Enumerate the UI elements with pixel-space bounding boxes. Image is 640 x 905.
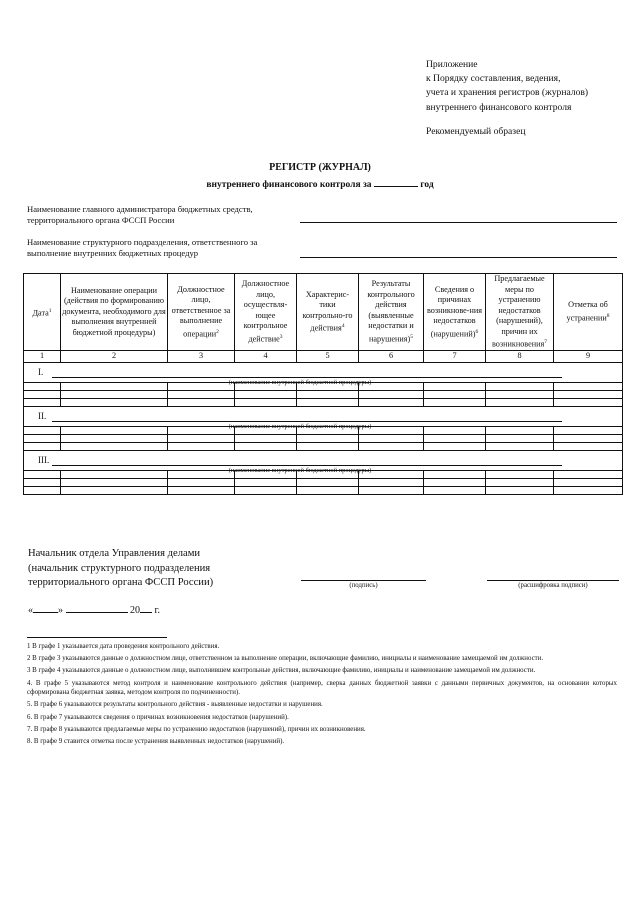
col-header: Предлагаемые меры по устранению недостатков (нарушений), причин их возникновения$^7$: [486, 274, 554, 351]
table-row[interactable]: [24, 398, 623, 406]
column-number: 8: [486, 351, 554, 363]
signature-input[interactable]: [301, 580, 426, 581]
col-header: Дата$^1$: [24, 274, 61, 351]
section-row: [24, 450, 623, 470]
section-label: I.: [38, 366, 44, 377]
col-header: Наименование операции (действия по формированию документа, необходимого для выполнения внутренней бюджетной процедуры): [61, 274, 168, 351]
year-blank[interactable]: [374, 178, 418, 187]
section-row: [24, 406, 623, 426]
footnotes: [27, 642, 617, 749]
sample-label: Рекомендуемый образец: [426, 126, 526, 137]
admin-field-input[interactable]: [300, 222, 617, 223]
footnote: 7. В графе 8 указываются предлагаемые меры по устранению недостатков (нарушений), причин их возникновения.: [27, 725, 366, 733]
footnote: 6. В графе 7 указываются сведения о причинах возникновения недостатков (нарушений).: [27, 713, 289, 721]
year-suffix: г.: [154, 605, 160, 616]
section-label: II.: [38, 410, 47, 421]
footnote: 2 В графе 3 указываются данные о должностном лице, ответственном за выполнение операции, включающие фамилию, инициалы и наименование замещаемой им должности.: [27, 655, 544, 663]
unit-field-line: Наименование структурного подразделения, ответственного за: [27, 237, 258, 247]
year-prefix: 20: [130, 605, 140, 616]
footnote: 8. В графе 9 ставится отметка после устранения выявленных недостатков (нарушений).: [27, 737, 285, 745]
signature-decode-input[interactable]: [487, 580, 619, 581]
section-caption: (наименование внутренней бюджетной процедуры): [228, 466, 372, 474]
document-title: РЕГИСТР (ЖУРНАЛ): [269, 162, 371, 173]
signature-label: (подпись): [349, 582, 378, 589]
column-number: 4: [235, 351, 297, 363]
table-header-row: [24, 274, 623, 351]
appendix-line: внутреннего финансового контроля: [426, 101, 572, 113]
subtitle-text: внутреннего финансового контроля за: [206, 180, 372, 190]
footnote: 4. В графе 5 указываются метод контроля и наименование контрольного действия (например, сверка данных бюджетной заявки с данными первичных документов, на основании которых сформирована бюджетная заявка, методом контроля по подчиненности).: [27, 679, 617, 697]
document-subtitle: [0, 178, 640, 190]
col-header: Характерис-тики контрольно-го действия$^4$: [297, 274, 359, 351]
unit-field-line: выполнение внутренних бюджетных процедур: [27, 248, 199, 258]
appendix-line: Приложение: [426, 59, 478, 70]
col-header: Должностное лицо, ответственное за выполнение операции$^2$: [168, 274, 235, 351]
column-number: 7: [424, 351, 486, 363]
column-number-row: [24, 351, 623, 363]
quote-close: »: [58, 605, 63, 616]
col-header: Сведения о причинах возникнове-ния недостатков (нарушений)$^6$: [424, 274, 486, 351]
table-row[interactable]: [24, 486, 623, 494]
col-header: Отметка об устранении$^8$: [554, 274, 623, 351]
table-row[interactable]: [24, 478, 623, 486]
signature-position-line: Начальник отдела Управления делами: [28, 548, 201, 559]
table-row[interactable]: [24, 390, 623, 398]
admin-field-line: Наименование главного администратора бюджетных средств,: [27, 204, 253, 214]
date-line: [28, 604, 160, 616]
column-number: 2: [61, 351, 168, 363]
column-number: 5: [297, 351, 359, 363]
admin-field-line: территориального органа ФССП России: [27, 215, 175, 225]
section-caption: (наименование внутренней бюджетной процедуры): [228, 378, 372, 386]
signature-position-line: территориального органа ФССП России): [28, 577, 214, 588]
signature-decode-label: (расшифровка подписи): [518, 582, 588, 589]
appendix-line: учета и хранения регистров (журналов): [426, 87, 589, 99]
column-number: 9: [554, 351, 623, 363]
day-input[interactable]: [33, 604, 58, 613]
section-label: III.: [38, 454, 50, 465]
section-caption: (наименование внутренней бюджетной процедуры): [228, 422, 372, 430]
footnote: 1 В графе 1 указывается дата проведения контрольного действия.: [27, 643, 220, 650]
signature-position: [28, 547, 213, 591]
month-input[interactable]: [66, 604, 128, 613]
signature-position-line: (начальник структурного подразделения: [28, 562, 211, 574]
col-header: Должностное лицо, осуществля-ющее контрольное действие$^3$: [235, 274, 297, 351]
appendix-line: к Порядку составления, ведения,: [426, 73, 561, 85]
table-row[interactable]: [24, 442, 623, 450]
register-table: [23, 273, 623, 495]
column-number: 6: [359, 351, 424, 363]
admin-field-label: [27, 204, 253, 226]
footnote: 5. В графе 6 указываются результаты контрольного действия - выявленные недостатки и нарушения.: [27, 701, 323, 709]
appendix-block: [426, 58, 588, 115]
unit-field-input[interactable]: [300, 257, 617, 258]
section-row: [24, 362, 623, 382]
footnote: 3 В графе 4 указываются данные о должностном лице, выполнившем контрольные действия, включающие фамилию, инициалы и наименование замещаемой им должности.: [27, 667, 536, 675]
table-row[interactable]: [24, 434, 623, 442]
col-header: Результаты контрольного действия (выявленные недостатки и нарушения)$^5$: [359, 274, 424, 351]
subtitle-year-word: год: [420, 180, 434, 190]
year-input[interactable]: [140, 604, 152, 613]
unit-field-label: [27, 237, 257, 259]
quote-open: «: [28, 605, 33, 616]
footnote-divider: [27, 637, 167, 638]
column-number: 3: [168, 351, 235, 363]
column-number: 1: [24, 351, 61, 363]
